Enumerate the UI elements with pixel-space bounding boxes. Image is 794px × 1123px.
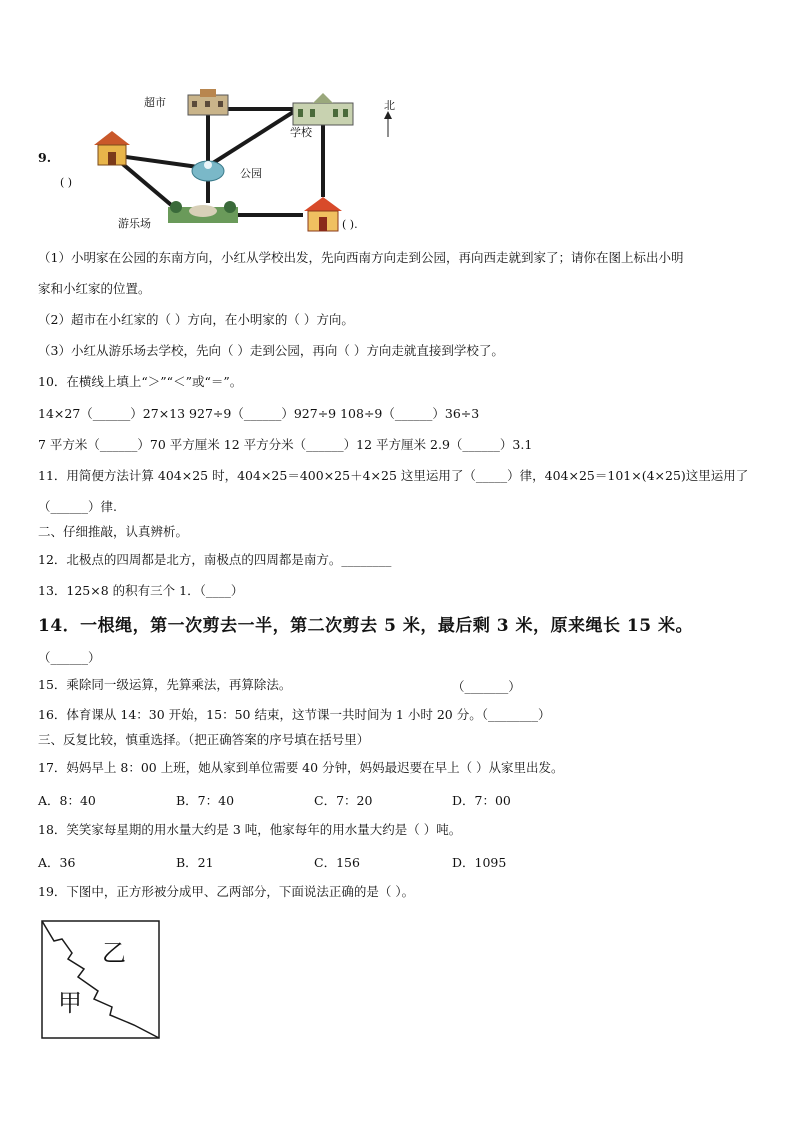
amusement-icon (168, 201, 238, 223)
q11-line2: （______）律. (38, 499, 117, 514)
label-amusement: 游乐场 (118, 217, 151, 230)
q10-title: 10．在横线上填上“＞”“＜”或“＝”。 (38, 374, 243, 389)
label-supermarket: 超市 (144, 96, 166, 109)
park-icon (192, 161, 224, 181)
square-outline (42, 921, 159, 1038)
q17-text: 17．妈妈早上 8：00 上班，她从家到单位需要 40 分钟，妈妈最迟要在早上（ ）从家里出发。 (38, 760, 564, 775)
north-arrow-icon (384, 111, 392, 137)
q10-row1: 14×27（______）27×13 927÷9（______）927÷9 108÷9（______）36÷3 (38, 406, 480, 421)
house-icon-right (304, 197, 342, 231)
q19-square-figure (40, 919, 162, 1041)
section-2-heading: 二、仔细推敲，认真辨析。 (38, 524, 189, 539)
q16: 16．体育课从 14：30 开始，15：50 结束，这节课一共时间为 1 小时 20 分。（________） (38, 707, 551, 722)
q18-option-c: C．156 (314, 855, 360, 870)
q17-option-b: B．7：40 (176, 793, 235, 808)
house-icon-left (94, 131, 130, 165)
q18-text: 18．笑笑家每星期的用水量大约是 3 吨，他家每年的用水量大约是（ ）吨。 (38, 822, 462, 837)
q15-blank: （_______） (452, 679, 521, 694)
map-blank-right: ( ). (342, 218, 358, 231)
q18-option-a: A．36 (38, 855, 76, 870)
q12: 12．北极点的四周都是北方，南极点的四周都是南方。________ (38, 552, 392, 567)
label-yi: 乙 (102, 939, 126, 967)
q15-text: 15．乘除同一级运算，先算乘法，再算除法。 (38, 677, 292, 692)
q9-part1-line1: （1）小明家在公园的东南方向，小红从学校出发，先向西南方向走到公园，再向西走就到家了；请你在图上标出小明 (38, 250, 684, 265)
q17-option-a: A．8：40 (38, 793, 96, 808)
school-icon (293, 93, 353, 125)
q11-line1: 11．用简便方法计算 404×25 时，404×25＝400×25＋4×25 这里运用了（_____）律，404×25＝101×(4×25)这里运用了 (38, 468, 749, 483)
label-jia: 甲 (58, 989, 82, 1017)
q10-row2: 7 平方米（______）70 平方厘米 12 平方分米（______）12 平方厘米 2.9（______）3.1 (38, 437, 533, 452)
label-park: 公园 (240, 167, 262, 180)
q18-option-d: D．1095 (452, 855, 507, 870)
q17-option-c: C．7：20 (314, 793, 373, 808)
q17-option-d: D．7：00 (452, 793, 511, 808)
q18-option-b: B．21 (176, 855, 214, 870)
q13: 13．125×8 的积有三个 1．（____） (38, 583, 244, 598)
label-school: 学校 (290, 126, 312, 139)
q14-line1: 14．一根绳，第一次剪去一半，第二次剪去 5 米，最后剩 3 米，原来绳长 15 米。 (38, 616, 693, 636)
map-blank-left: ( ) (60, 176, 73, 189)
q19-text: 19．下图中，正方形被分成甲、乙两部分，下面说法正确的是（ ）。 (38, 884, 415, 899)
q9-part2: （2）超市在小红家的（ ）方向，在小明家的（ ）方向。 (38, 312, 354, 327)
q14-line2: （______） (38, 650, 101, 665)
section-3-heading: 三、反复比较，慎重选择。（把正确答案的序号填在括号里） (38, 732, 370, 747)
label-north: 北 (384, 99, 395, 112)
q9-number: 9. (38, 150, 52, 165)
supermarket-icon (188, 89, 228, 115)
q9-part3: （3）小红从游乐场去学校，先向（ ）走到公园，再向（ ）方向走就直接到学校了。 (38, 343, 504, 358)
q9-part1-line2: 家和小红家的位置。 (38, 281, 151, 296)
